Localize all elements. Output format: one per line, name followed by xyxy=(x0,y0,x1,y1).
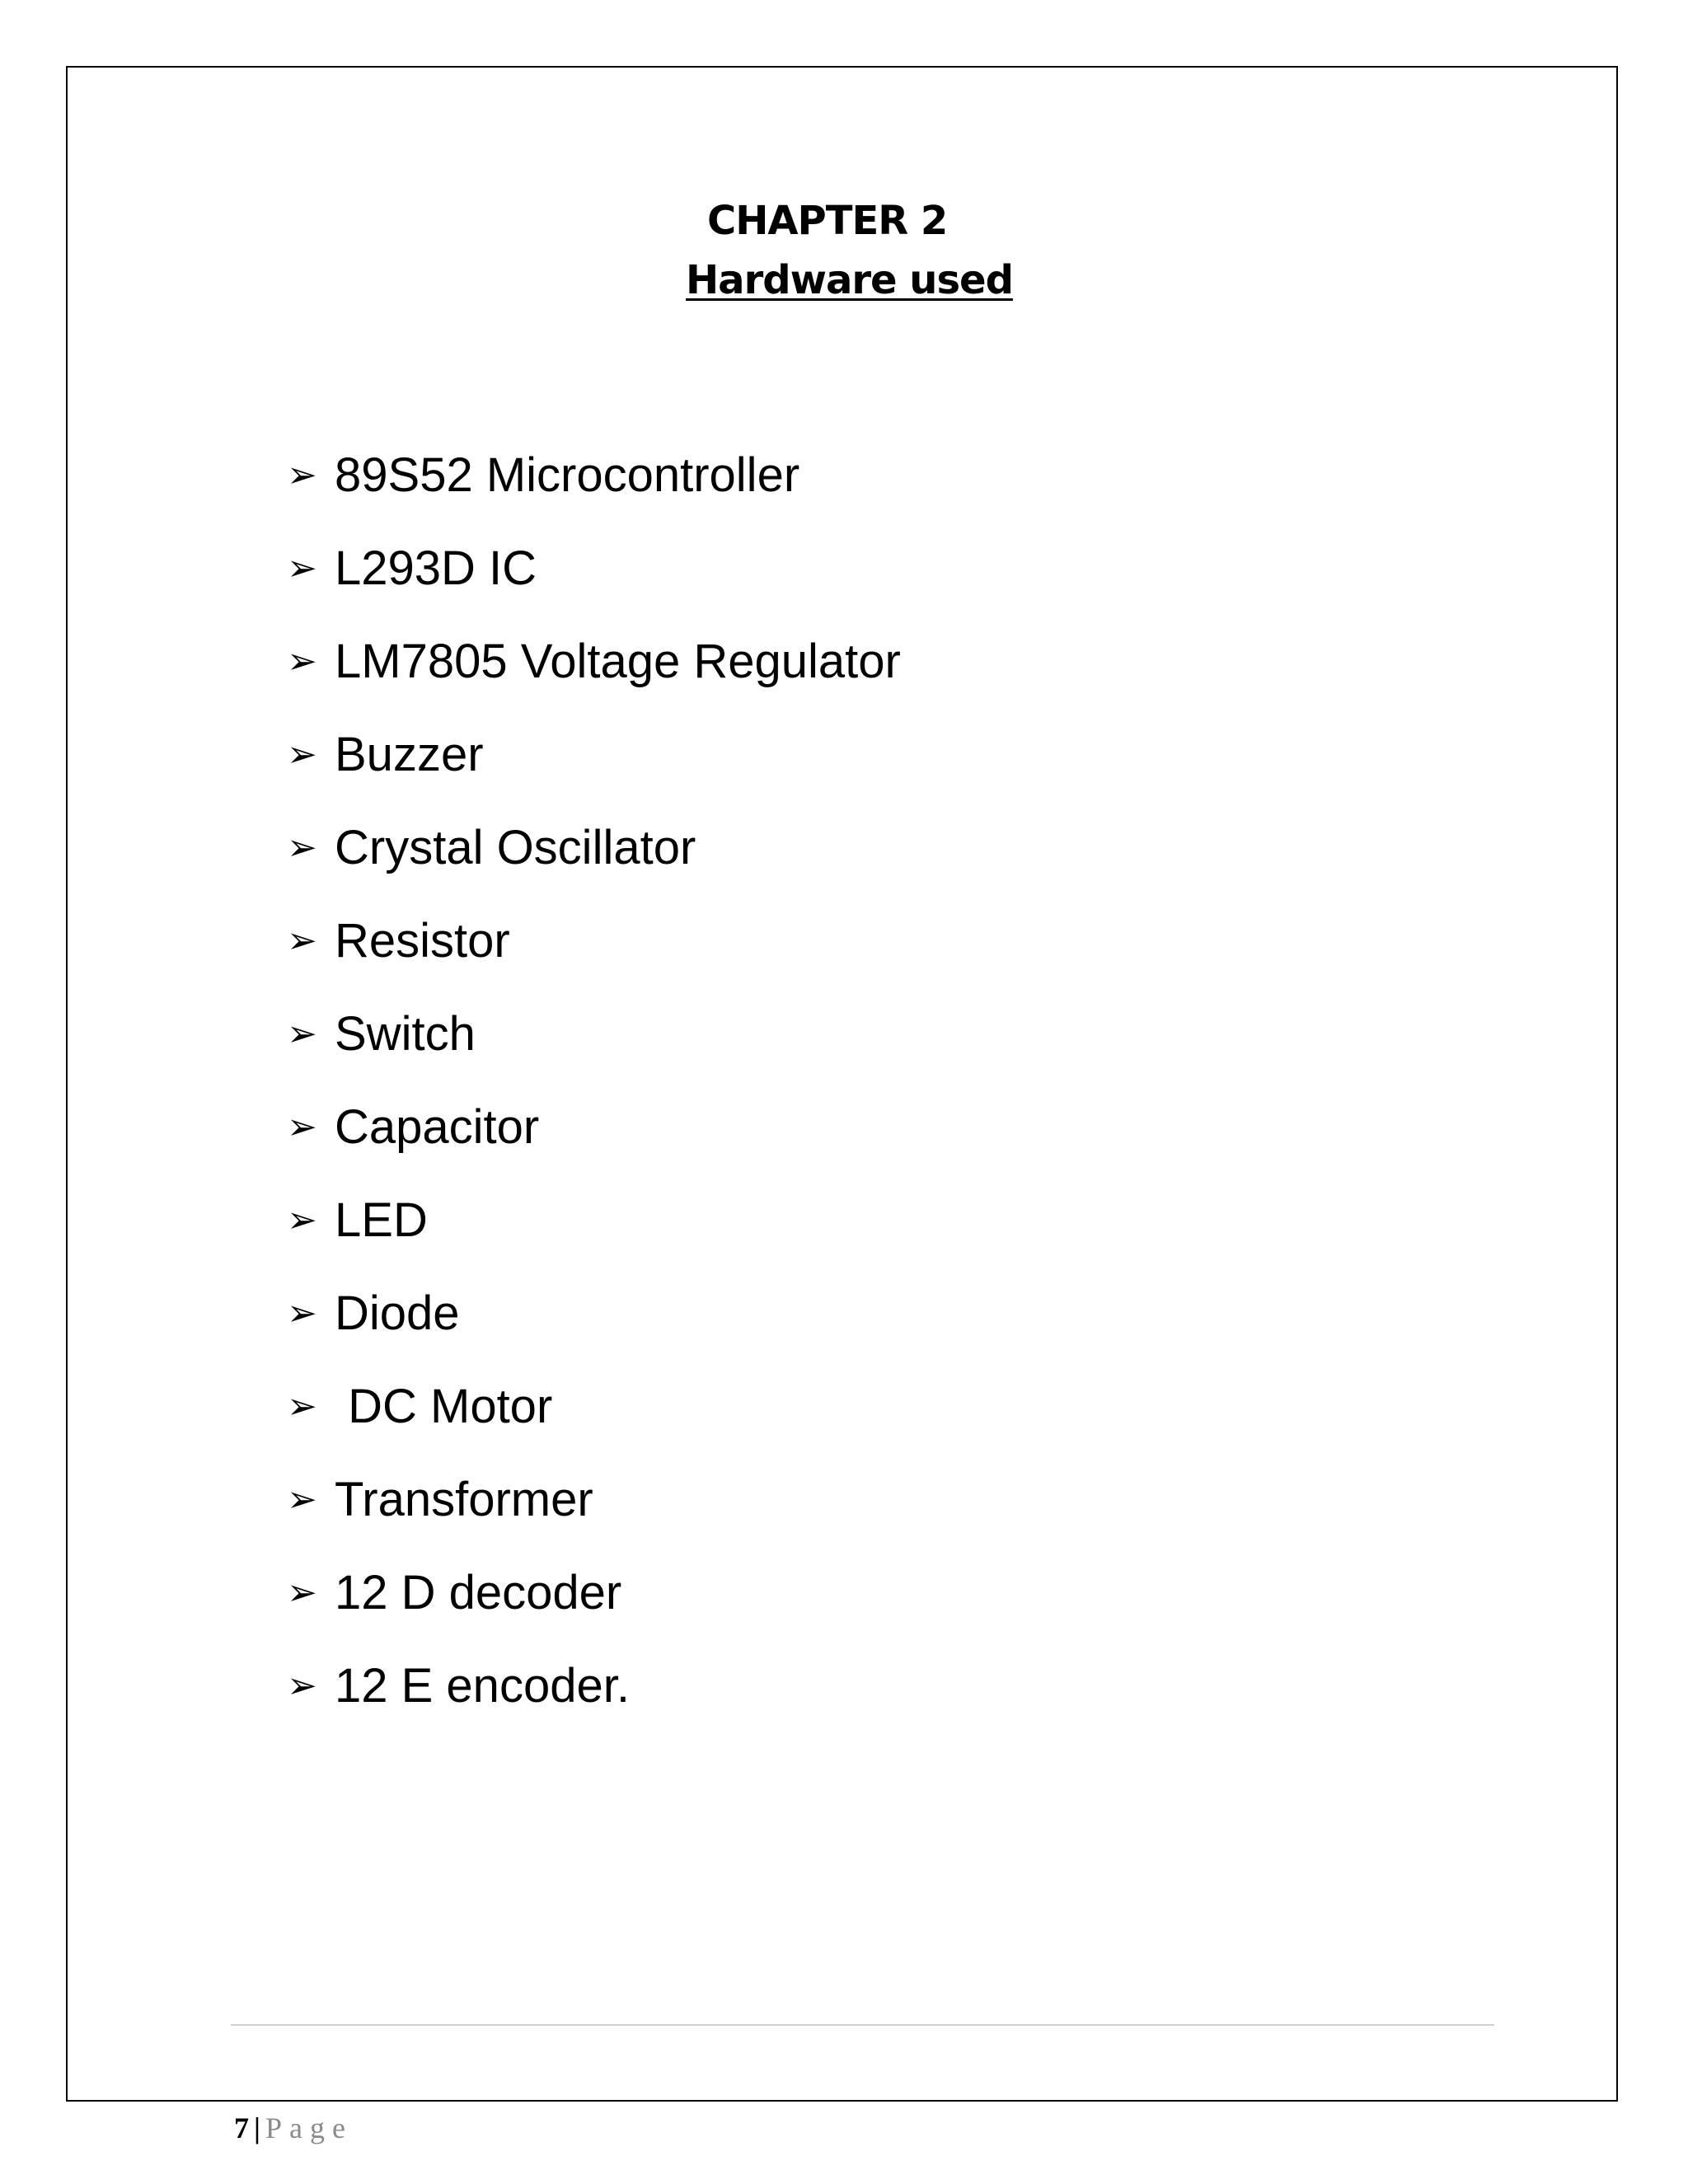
page-number: 7 xyxy=(234,2111,249,2144)
hardware-list-item xyxy=(287,522,901,615)
arrow-bullet-icon: ➢ xyxy=(287,733,317,775)
hardware-item-label: Transformer xyxy=(335,1472,593,1526)
arrow-bullet-icon: ➢ xyxy=(287,920,317,961)
hardware-list-item xyxy=(287,615,901,708)
hardware-list-item xyxy=(287,1267,901,1360)
hardware-item-label: Capacitor xyxy=(335,1099,540,1154)
arrow-bullet-icon: ➢ xyxy=(287,640,317,682)
arrow-bullet-icon: ➢ xyxy=(287,1572,317,1613)
hardware-list-item xyxy=(287,987,901,1080)
hardware-list-item xyxy=(287,1360,901,1453)
hardware-list-item xyxy=(287,429,901,522)
footer-divider xyxy=(231,2024,1494,2026)
hardware-list-item xyxy=(287,1546,901,1639)
hardware-item-label: L293D IC xyxy=(335,541,537,595)
arrow-bullet-icon: ➢ xyxy=(287,1292,317,1333)
arrow-bullet-icon: ➢ xyxy=(287,454,317,495)
page-footer xyxy=(234,2111,353,2144)
hardware-item-label: LM7805 Voltage Regulator xyxy=(335,634,901,688)
arrow-bullet-icon: ➢ xyxy=(287,1479,317,1520)
hardware-list-item xyxy=(287,1080,901,1174)
arrow-bullet-icon: ➢ xyxy=(287,1013,317,1054)
hardware-list xyxy=(287,429,901,1732)
hardware-item-label: Switch xyxy=(335,1006,476,1061)
hardware-item-label: Buzzer xyxy=(335,727,484,781)
hardware-item-label: 89S52 Microcontroller xyxy=(335,448,800,502)
hardware-item-label: LED xyxy=(335,1193,428,1247)
hardware-item-label: Resistor xyxy=(335,913,510,968)
hardware-item-label: 12 D decoder xyxy=(335,1565,622,1619)
arrow-bullet-icon: ➢ xyxy=(287,827,317,868)
hardware-item-label: Diode xyxy=(335,1286,460,1340)
hardware-list-item xyxy=(287,1174,901,1267)
hardware-list-item xyxy=(287,708,901,801)
chapter-title: Hardware used xyxy=(686,257,1013,303)
hardware-item-label: Crystal Oscillator xyxy=(335,820,696,874)
page-separator: | xyxy=(254,2111,260,2144)
hardware-item-label: 12 E encoder. xyxy=(335,1658,630,1713)
hardware-item-label: DC Motor xyxy=(335,1379,553,1433)
hardware-list-item xyxy=(287,894,901,987)
hardware-list-item xyxy=(287,1453,901,1546)
arrow-bullet-icon: ➢ xyxy=(287,1199,317,1240)
arrow-bullet-icon: ➢ xyxy=(287,1106,317,1147)
chapter-number: CHAPTER 2 xyxy=(707,198,948,244)
hardware-list-item xyxy=(287,1639,901,1732)
hardware-list-item xyxy=(287,801,901,894)
arrow-bullet-icon: ➢ xyxy=(287,547,317,588)
page-word: Page xyxy=(265,2111,353,2144)
arrow-bullet-icon: ➢ xyxy=(287,1665,317,1706)
arrow-bullet-icon: ➢ xyxy=(287,1385,317,1427)
